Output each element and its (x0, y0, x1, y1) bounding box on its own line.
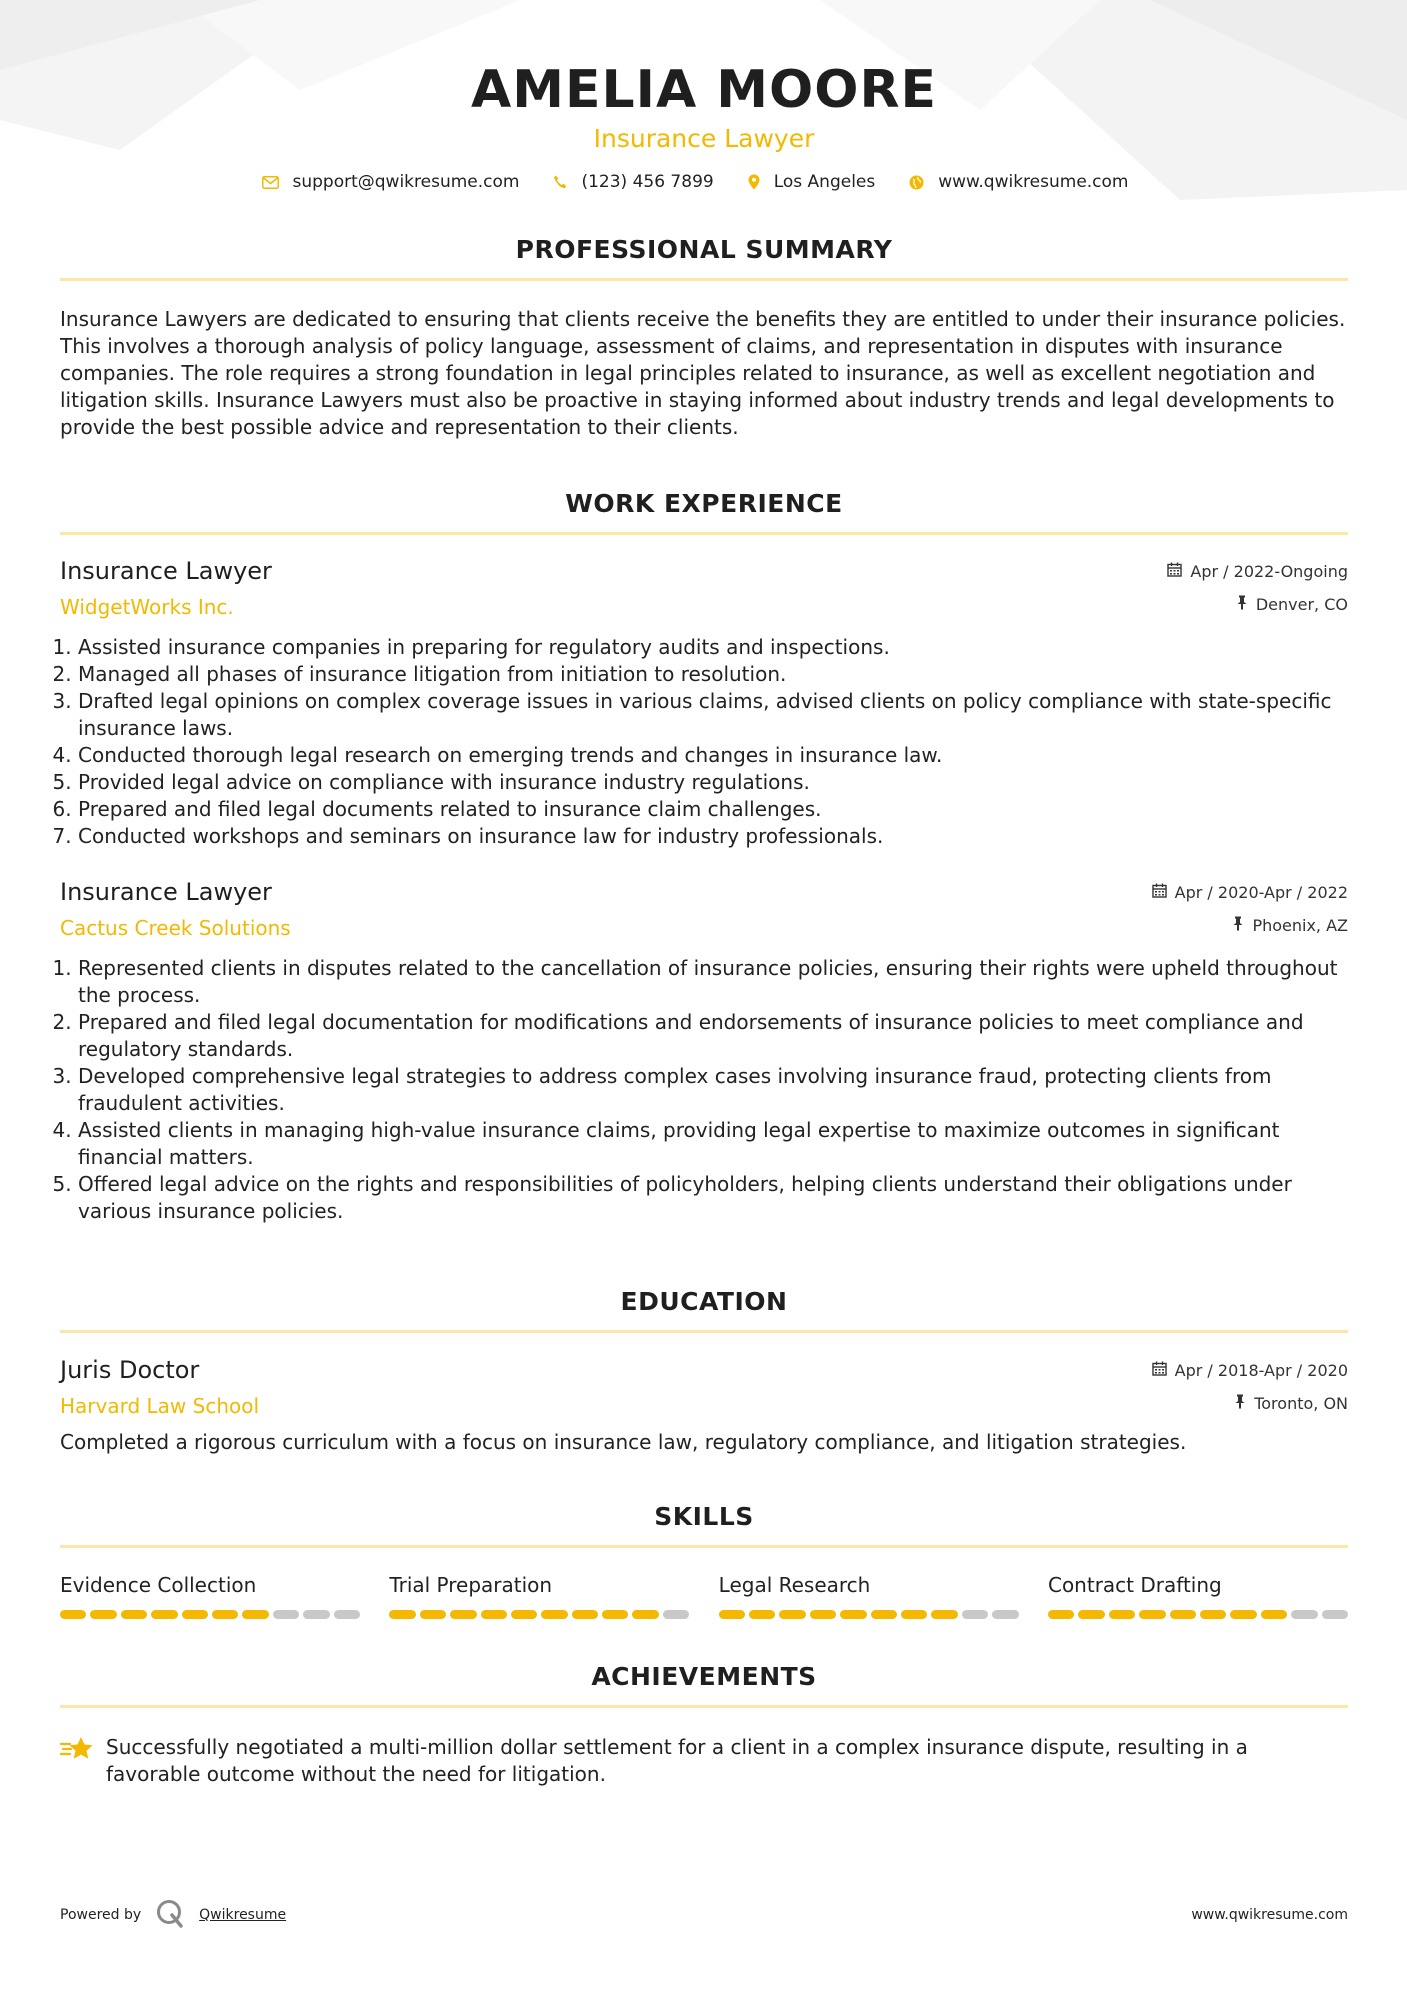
rating-dot-filled (719, 1610, 745, 1619)
job-location-text: Phoenix, AZ (1252, 916, 1348, 935)
skills-section (60, 1502, 1348, 1619)
skill-item (719, 1572, 1019, 1619)
page-footer (60, 1898, 1348, 1932)
rating-dot-filled (632, 1610, 658, 1619)
rating-dot-filled (1109, 1610, 1135, 1619)
rating-dot-filled (121, 1610, 147, 1619)
duty-item: 2. Prepared and filed legal documentation for modifications and endorsements of insurance policies to meet compliance and regulatory standards. (78, 1009, 1348, 1063)
rating-dot-filled (1139, 1610, 1165, 1619)
skill-item (389, 1572, 689, 1619)
pushpin-icon (1236, 595, 1248, 614)
rating-dot-filled (1048, 1610, 1074, 1619)
calendar-icon (1152, 1361, 1167, 1380)
rating-dot-filled (511, 1610, 537, 1619)
rating-dot-filled (420, 1610, 446, 1619)
section-divider (60, 532, 1348, 535)
section-divider (60, 278, 1348, 281)
pushpin-icon (1232, 916, 1244, 935)
phone-text: (123) 456 7899 (581, 172, 714, 192)
education-section (60, 1287, 1348, 1456)
duty-item: 6. Prepared and filed legal documents related to insurance claim challenges. (78, 796, 1348, 823)
rating-dot-filled (1170, 1610, 1196, 1619)
job-date (1152, 883, 1348, 902)
skill-item (1048, 1572, 1348, 1619)
achievement-item (60, 1734, 1348, 1788)
section-divider (60, 1545, 1348, 1548)
rating-dot-filled (931, 1610, 957, 1619)
powered-by (60, 1898, 286, 1932)
qwikresume-link[interactable]: Qwikresume (199, 1907, 287, 1923)
job-entry (60, 556, 1348, 850)
rating-dot-empty (303, 1610, 329, 1619)
skill-rating (389, 1610, 689, 1619)
duty-list (60, 634, 1348, 850)
contact-location (748, 172, 876, 192)
location-text: Los Angeles (773, 172, 876, 192)
email-text: support@qwikresume.com (292, 172, 520, 192)
rating-dot-empty (663, 1610, 689, 1619)
degree-title: Juris Doctor (60, 1356, 200, 1384)
envelope-icon (262, 176, 279, 189)
job-date-text: Apr / 2020-Apr / 2022 (1174, 883, 1348, 902)
company-name: WidgetWorks Inc. (60, 595, 234, 619)
education-location-text: Toronto, ON (1254, 1394, 1348, 1413)
rating-dot-filled (840, 1610, 866, 1619)
phone-icon (553, 175, 567, 189)
section-divider (60, 1705, 1348, 1708)
job-location-text: Denver, CO (1255, 595, 1348, 614)
rating-dot-filled (1078, 1610, 1104, 1619)
experience-heading: WORK EXPERIENCE (565, 489, 843, 518)
rating-dot-filled (1230, 1610, 1256, 1619)
rating-dot-filled (541, 1610, 567, 1619)
rating-dot-filled (212, 1610, 238, 1619)
skill-name: Legal Research (718, 1573, 871, 1597)
duty-item: 1. Assisted insurance companies in preparing for regulatory audits and inspections. (78, 634, 1348, 661)
education-heading: EDUCATION (620, 1287, 788, 1316)
globe-icon (909, 175, 924, 190)
shooting-star-icon (60, 1736, 94, 1788)
contact-phone[interactable] (553, 172, 713, 192)
duty-item: 3. Developed comprehensive legal strategies to address complex cases involving insurance fraud, protecting clients from fraudulent activities. (78, 1063, 1348, 1117)
rating-dot-filled (901, 1610, 927, 1619)
experience-section (60, 489, 1348, 1225)
duty-item: 4. Conducted thorough legal research on emerging trends and changes in insurance law. (78, 742, 1348, 769)
calendar-icon (1167, 562, 1182, 581)
resume-page (60, 0, 1348, 1923)
duty-item: 5. Offered legal advice on the rights and responsibilities of policyholders, helping clients understand their obligations under various insurance policies. (78, 1171, 1348, 1225)
achievement-text: Successfully negotiated a multi-million dollar settlement for a client in a complex insurance dispute, resulting in a favorable outcome without the need for litigation. (106, 1735, 1248, 1786)
rating-dot-filled (242, 1610, 268, 1619)
skill-rating (719, 1610, 1019, 1619)
duty-item: 5. Provided legal advice on compliance with insurance industry regulations. (78, 769, 1348, 796)
candidate-role: Insurance Lawyer (593, 124, 815, 153)
rating-dot-filled (389, 1610, 415, 1619)
rating-dot-filled (90, 1610, 116, 1619)
education-date-text: Apr / 2018-Apr / 2020 (1174, 1361, 1348, 1380)
rating-dot-empty (992, 1610, 1018, 1619)
rating-dot-filled (871, 1610, 897, 1619)
education-date (1152, 1361, 1348, 1380)
duty-item: 2. Managed all phases of insurance litigation from initiation to resolution. (78, 661, 1348, 688)
rating-dot-filled (182, 1610, 208, 1619)
rating-dot-empty (962, 1610, 988, 1619)
rating-dot-filled (481, 1610, 507, 1619)
education-location (1234, 1394, 1348, 1413)
contact-bar (60, 172, 1348, 192)
rating-dot-filled (779, 1610, 805, 1619)
rating-dot-filled (60, 1610, 86, 1619)
skill-item (60, 1572, 360, 1619)
rating-dot-filled (1261, 1610, 1287, 1619)
website-text: www.qwikresume.com (938, 172, 1129, 192)
rating-dot-empty (334, 1610, 360, 1619)
duty-item: 3. Drafted legal opinions on complex coverage issues in various claims, advised clients on policy compliance with state-specific insurance laws. (78, 688, 1348, 742)
job-location (1236, 595, 1348, 614)
pushpin-icon (1234, 1394, 1246, 1413)
rating-dot-filled (151, 1610, 177, 1619)
company-name: Cactus Creek Solutions (60, 916, 291, 940)
duty-item: 1. Represented clients in disputes related to the cancellation of insurance policies, ensuring their rights were upheld throughout the process. (78, 955, 1348, 1009)
qwikresume-logo-icon (155, 1898, 185, 1932)
job-location (1232, 916, 1348, 935)
job-date-text: Apr / 2022-Ongoing (1190, 562, 1348, 581)
candidate-name: AMELIA MOORE (470, 60, 938, 120)
contact-email[interactable] (262, 172, 520, 192)
calendar-icon (1152, 883, 1167, 902)
rating-dot-filled (749, 1610, 775, 1619)
duty-list (60, 955, 1348, 1225)
resume-header (60, 0, 1348, 192)
summary-heading: PROFESSIONAL SUMMARY (515, 235, 893, 264)
achievements-heading: ACHIEVEMENTS (591, 1662, 817, 1691)
job-title: Insurance Lawyer (60, 878, 272, 906)
map-pin-icon (748, 174, 760, 190)
duty-item: 7. Conducted workshops and seminars on insurance law for industry professionals. (78, 823, 1348, 850)
job-title: Insurance Lawyer (60, 557, 272, 585)
rating-dot-empty (1322, 1610, 1348, 1619)
rating-dot-filled (450, 1610, 476, 1619)
skill-rating (60, 1610, 360, 1619)
skill-name: Trial Preparation (389, 1573, 553, 1597)
powered-by-label: Powered by (60, 1907, 142, 1923)
footer-website[interactable]: www.qwikresume.com (1191, 1907, 1348, 1923)
job-date (1167, 562, 1348, 581)
rating-dot-filled (810, 1610, 836, 1619)
summary-text: Insurance Lawyers are dedicated to ensuring that clients receive the benefits they are entitled to under their insurance policies. This involves a thorough analysis of policy language, assessment of claims, and representation in disputes with insurance companies. The role requires a strong foundation in legal principles related to insurance, as well as excellent negotiation and litigation skills. Insurance Lawyers must also be proactive in staying informed about industry trends and legal developments to provide the best possible advice and representation to their clients. (60, 307, 1346, 439)
contact-website[interactable] (909, 172, 1128, 192)
education-description: Completed a rigorous curriculum with a focus on insurance law, regulatory compliance, and litigation strategies. (60, 1430, 1187, 1454)
achievements-section (60, 1662, 1348, 1788)
job-entry (60, 877, 1348, 1225)
skill-rating (1048, 1610, 1348, 1619)
skills-row (60, 1572, 1348, 1619)
rating-dot-filled (602, 1610, 628, 1619)
rating-dot-filled (1200, 1610, 1226, 1619)
rating-dot-empty (1291, 1610, 1317, 1619)
skills-heading: SKILLS (654, 1502, 754, 1531)
school-name: Harvard Law School (60, 1394, 260, 1418)
duty-item: 4. Assisted clients in managing high-value insurance claims, providing legal expertise to maximize outcomes in significant financial matters. (78, 1117, 1348, 1171)
skill-name: Contract Drafting (1047, 1573, 1222, 1597)
section-divider (60, 1330, 1348, 1333)
education-entry (60, 1355, 1348, 1456)
summary-section (60, 235, 1348, 441)
skill-name: Evidence Collection (60, 1573, 257, 1597)
rating-dot-empty (273, 1610, 299, 1619)
rating-dot-filled (572, 1610, 598, 1619)
